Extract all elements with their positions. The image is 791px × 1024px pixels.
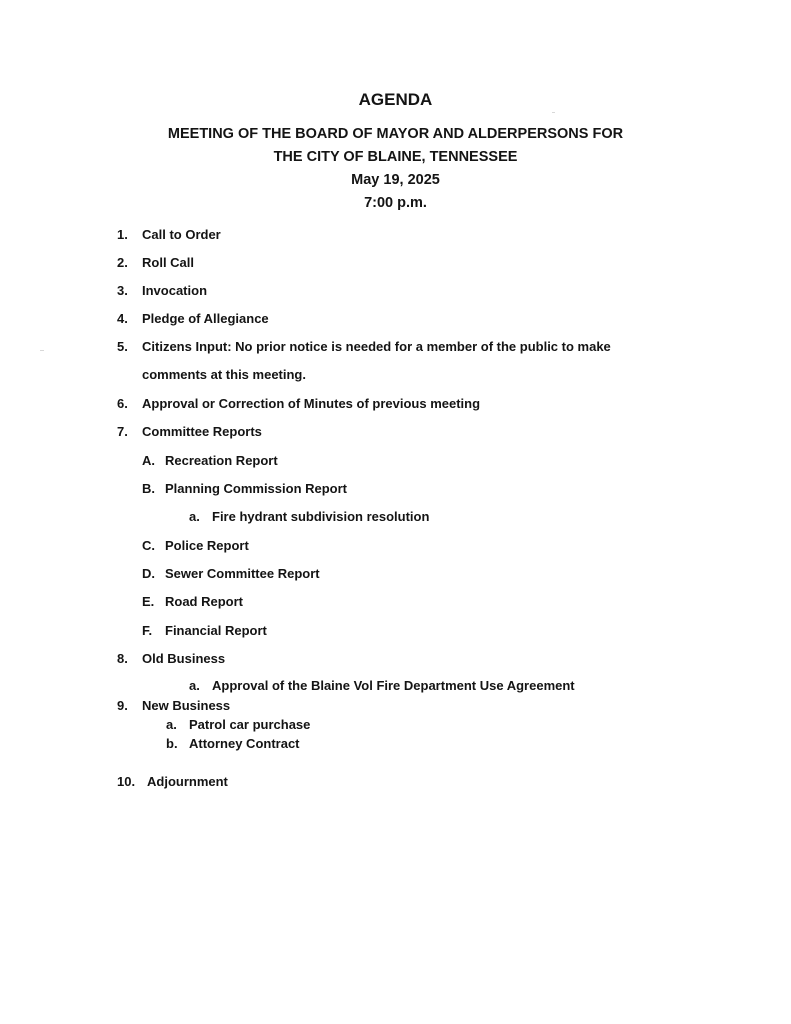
agenda-item (117, 283, 208, 299)
agenda-subitem-text: Patrol car purchase (189, 717, 311, 732)
agenda-item-number: 5. (117, 339, 128, 354)
agenda-item (117, 774, 228, 790)
agenda-item-number: 2. (117, 255, 128, 270)
agenda-subitem (142, 594, 243, 610)
agenda-subitem-text: Police Report (165, 538, 249, 553)
meeting-subtitle-line2: THE CITY OF BLAINE, TENNESSEE (273, 149, 518, 165)
agenda-item-text: Old Business (142, 651, 226, 666)
agenda-subitem-letter: b. (166, 736, 178, 751)
agenda-subitem-text: Financial Report (165, 623, 267, 638)
agenda-item-text: Roll Call (142, 255, 195, 270)
agenda-item-text: Approval or Correction of Minutes of previous meeting (142, 396, 481, 411)
agenda-item-text: Committee Reports (142, 424, 262, 439)
agenda-item-text: Pledge of Allegiance (142, 311, 269, 326)
agenda-subitem (166, 717, 311, 733)
agenda-subitem (166, 736, 300, 752)
agenda-item (117, 698, 231, 714)
agenda-item-number: 8. (117, 651, 128, 666)
agenda-subitem-text: Attorney Contract (189, 736, 300, 751)
meeting-subtitle-line1: MEETING OF THE BOARD OF MAYOR AND ALDERPERSONS FOR (167, 126, 624, 142)
agenda-item (117, 424, 262, 440)
agenda-item (117, 311, 269, 327)
agenda-subsubitem (189, 509, 430, 525)
agenda-item-number: 7. (117, 424, 128, 439)
agenda-subitem (142, 566, 320, 582)
agenda-subitem (142, 481, 348, 497)
agenda-subitem-letter: C. (142, 538, 155, 553)
agenda-item-continuation: comments at this meeting. (142, 367, 306, 382)
agenda-item-number: 6. (117, 396, 128, 411)
agenda-subitem-text: Recreation Report (165, 453, 278, 468)
agenda-subitem (142, 538, 249, 554)
agenda-subitem-text: Approval of the Blaine Vol Fire Department Use Agreement (212, 678, 575, 693)
agenda-item-text: Call to Order (142, 227, 221, 242)
agenda-subsubitem-text: Fire hydrant subdivision resolution (212, 509, 430, 524)
agenda-subitem-text: Planning Commission Report (165, 481, 348, 496)
agenda-item-number: 9. (117, 698, 128, 713)
agenda-subitem-letter: E. (142, 594, 155, 609)
agenda-subitem-letter: a. (189, 678, 200, 693)
scan-artifact (40, 350, 44, 351)
agenda-subitem-letter: A. (142, 453, 155, 468)
agenda-subitem-letter: F. (142, 623, 153, 638)
agenda-item (117, 339, 611, 355)
scan-artifact (552, 112, 555, 113)
agenda-subitem (142, 453, 278, 469)
agenda-subitem-text: Sewer Committee Report (165, 566, 320, 581)
agenda-title: AGENDA (358, 90, 433, 109)
agenda-subitem-letter: a. (166, 717, 177, 732)
agenda-item-number: 10. (117, 774, 136, 789)
agenda-item-text: Adjournment (147, 774, 228, 789)
agenda-item-number: 4. (117, 311, 128, 326)
agenda-subitem (142, 623, 267, 639)
agenda-item (117, 651, 226, 667)
agenda-item (117, 227, 221, 243)
agenda-subsubitem-letter: a. (189, 509, 200, 524)
agenda-item-text: Citizens Input: No prior notice is needed for a member of the public to make (142, 339, 611, 354)
agenda-subitem (189, 678, 575, 694)
agenda-item-text: New Business (142, 698, 231, 713)
meeting-date: May 19, 2025 (351, 172, 440, 188)
agenda-item-text: Invocation (142, 283, 208, 298)
agenda-item-number: 1. (117, 227, 128, 242)
meeting-time: 7:00 p.m. (364, 195, 427, 211)
agenda-item (117, 396, 481, 412)
agenda-subitem-letter: B. (142, 481, 155, 496)
agenda-item-number: 3. (117, 283, 128, 298)
agenda-item (117, 255, 195, 271)
agenda-subitem-text: Road Report (165, 594, 243, 609)
agenda-subitem-letter: D. (142, 566, 155, 581)
